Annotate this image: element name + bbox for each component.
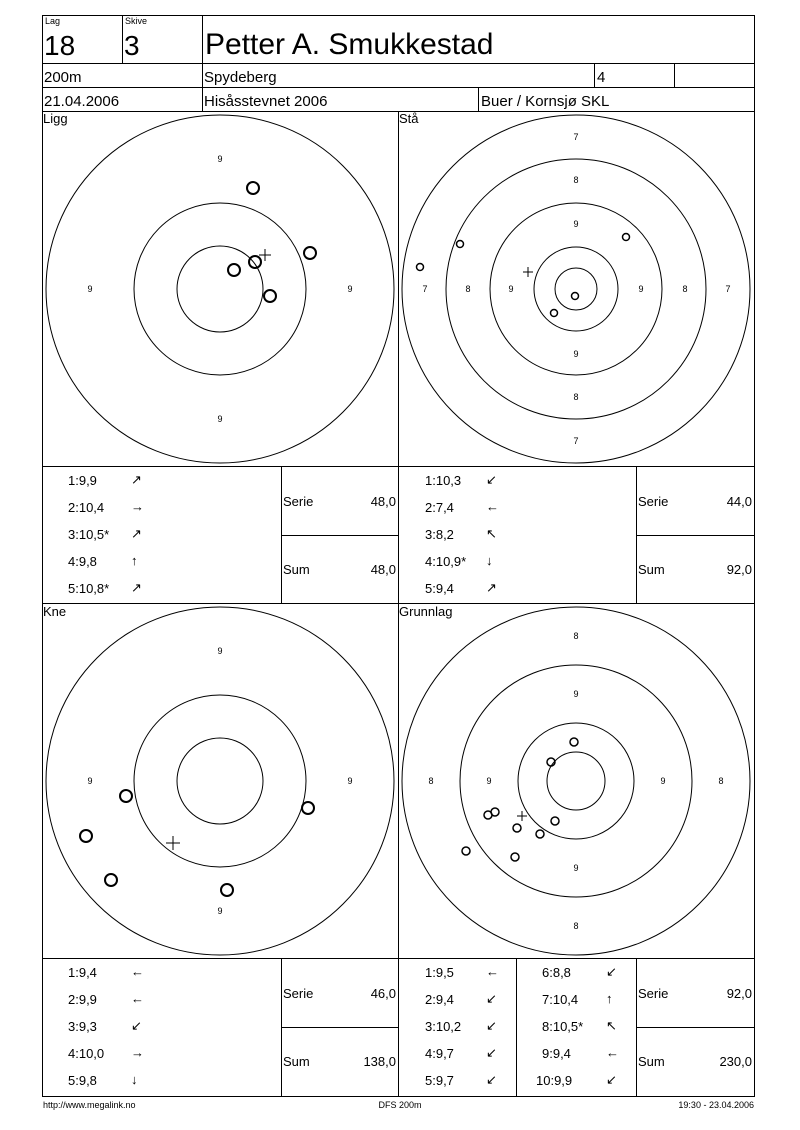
ring-label: 9 — [573, 689, 579, 699]
ring-label: 7 — [422, 284, 428, 294]
skive-value: 3 — [124, 30, 140, 61]
shot-row: 7:10,4 — [542, 992, 579, 1007]
shot-row: 3:10,5* — [68, 527, 110, 542]
shot-row: 1:9,4 — [68, 965, 97, 980]
shot-hole — [491, 808, 499, 816]
shot-row: 5:9,4 — [425, 581, 454, 596]
class-value: 4 — [597, 69, 606, 86]
ring-label: 8 — [573, 631, 579, 641]
direction-arrow-icon: ↙ — [131, 1018, 142, 1033]
serie-label: Serie — [283, 986, 314, 1001]
shot-row: 3:10,2 — [425, 1019, 462, 1034]
lag-value: 18 — [44, 30, 76, 61]
shot-row: 6:8,8 — [542, 965, 571, 980]
direction-arrow-icon: ↙ — [486, 1045, 497, 1060]
ring-label: 8 — [465, 284, 471, 294]
ring-label: 9 — [486, 776, 492, 786]
target-grunnlag — [402, 607, 750, 955]
shot-row: 3:8,2 — [425, 527, 454, 542]
direction-arrow-icon: ← — [131, 964, 144, 979]
ring-label: 9 — [573, 863, 579, 873]
shot-row: 1:9,5 — [425, 965, 454, 980]
ring-label: 8 — [718, 776, 724, 786]
direction-arrow-icon: ← — [486, 499, 499, 514]
ring-label: 9 — [660, 776, 666, 786]
direction-arrow-icon: → — [131, 1045, 144, 1060]
shot-hole — [513, 824, 521, 832]
direction-arrow-icon: ↓ — [486, 553, 493, 568]
ring-label: 9 — [217, 414, 223, 424]
ring-label: 9 — [217, 646, 223, 656]
shot-row: 2:7,4 — [425, 500, 454, 515]
shot-hole — [228, 264, 240, 276]
serie-label: Serie — [283, 494, 314, 509]
ring-label: 8 — [573, 921, 579, 931]
shot-hole — [572, 293, 579, 300]
shot-hole — [247, 182, 259, 194]
shot-hole — [249, 256, 261, 268]
shot-row: 2:9,9 — [68, 992, 97, 1007]
shot-row: 10:9,9 — [536, 1073, 573, 1088]
shot-hole — [551, 310, 558, 317]
sum-value: 230,0 — [719, 1054, 752, 1069]
direction-arrow-icon: ← — [606, 1045, 619, 1060]
ring-label: 9 — [347, 284, 353, 294]
panel-title-kne: Kne — [43, 604, 67, 619]
direction-arrow-icon: ↙ — [486, 1072, 497, 1087]
shot-hole — [457, 241, 464, 248]
shot-hole — [80, 830, 92, 842]
shot-hole — [304, 247, 316, 259]
ring-label: 9 — [573, 219, 579, 229]
sum-label: Sum — [283, 1054, 310, 1069]
target-sta — [402, 115, 750, 463]
footer-url[interactable]: http://www.megalink.no — [43, 1100, 136, 1110]
ring-label: 9 — [87, 776, 93, 786]
direction-arrow-icon: ↙ — [486, 1018, 497, 1033]
ring-label: 7 — [725, 284, 731, 294]
ring-label: 7 — [573, 436, 579, 446]
direction-arrow-icon: ↙ — [606, 964, 617, 979]
shot-hole — [120, 790, 132, 802]
skive-label: Skive — [125, 16, 148, 26]
direction-arrow-icon: ↑ — [131, 553, 138, 568]
target-kne — [46, 607, 394, 955]
ring-label: 8 — [573, 392, 579, 402]
shot-hole — [623, 234, 630, 241]
shot-row: 4:10,9* — [425, 554, 467, 569]
shot-row: 1:10,3 — [425, 473, 462, 488]
sum-value: 48,0 — [370, 562, 396, 577]
shot-row: 4:9,8 — [68, 554, 97, 569]
direction-arrow-icon: ↖ — [606, 1018, 617, 1033]
shot-row: 5:10,8* — [68, 581, 110, 596]
shot-hole — [536, 830, 544, 838]
direction-arrow-icon: ↙ — [486, 991, 497, 1006]
shot-hole — [551, 817, 559, 825]
direction-arrow-icon: ← — [486, 964, 499, 979]
direction-arrow-icon: ↖ — [486, 526, 497, 541]
shot-row: 4:10,0 — [68, 1046, 105, 1061]
serie-value: 44,0 — [726, 494, 752, 509]
shot-row: 8:10,5* — [542, 1019, 584, 1034]
panel-title-grunnlag: Grunnlag — [399, 604, 453, 619]
shot-hole — [221, 884, 233, 896]
ring-label: 9 — [638, 284, 644, 294]
direction-arrow-icon: ↓ — [131, 1072, 138, 1087]
ring-label: 9 — [217, 154, 223, 164]
shot-hole — [511, 853, 519, 861]
direction-arrow-icon: ↗ — [131, 580, 142, 595]
group-center-mark — [166, 836, 180, 850]
shot-hole — [417, 264, 424, 271]
shot-row: 2:10,4 — [68, 500, 105, 515]
sum-value: 138,0 — [363, 1054, 396, 1069]
direction-arrow-icon: ↗ — [131, 472, 142, 487]
ring-label: 9 — [508, 284, 514, 294]
group-center-mark — [523, 267, 533, 277]
ring-label: 8 — [573, 175, 579, 185]
shot-hole — [302, 802, 314, 814]
direction-arrow-icon: ← — [131, 991, 144, 1006]
club-location: Spydeberg — [204, 69, 277, 86]
shooter-name: Petter A. Smukkestad — [205, 28, 494, 61]
direction-arrow-icon: → — [131, 499, 144, 514]
serie-label: Serie — [638, 494, 669, 509]
date: 21.04.2006 — [44, 93, 120, 110]
ring-label: 9 — [347, 776, 353, 786]
ring-label: 9 — [87, 284, 93, 294]
event-name: Hisåsstevnet 2006 — [204, 93, 328, 110]
direction-arrow-icon: ↑ — [606, 991, 613, 1006]
direction-arrow-icon: ↗ — [486, 580, 497, 595]
footer-timestamp: 19:30 - 23.04.2006 — [678, 1100, 754, 1110]
shot-row: 5:9,8 — [68, 1073, 97, 1088]
ring-label: 7 — [573, 132, 579, 142]
sum-label: Sum — [283, 562, 310, 577]
panel-title-sta: Stå — [399, 111, 419, 126]
sum-label: Sum — [638, 562, 665, 577]
shot-hole — [264, 290, 276, 302]
sum-label: Sum — [638, 1054, 665, 1069]
target-ligg — [46, 115, 394, 463]
panel-title-ligg: Ligg — [43, 111, 68, 126]
footer-center: DFS 200m — [378, 1100, 422, 1110]
shot-hole — [570, 738, 578, 746]
serie-value: 46,0 — [370, 986, 396, 1001]
shot-row: 4:9,7 — [425, 1046, 454, 1061]
shot-row: 3:9,3 — [68, 1019, 97, 1034]
serie-value: 48,0 — [370, 494, 396, 509]
shot-hole — [105, 874, 117, 886]
direction-arrow-icon: ↙ — [486, 472, 497, 487]
shot-row: 2:9,4 — [425, 992, 454, 1007]
direction-arrow-icon: ↗ — [131, 526, 142, 541]
direction-arrow-icon: ↙ — [606, 1072, 617, 1087]
distance: 200m — [44, 69, 82, 86]
sum-value: 92,0 — [726, 562, 752, 577]
club-name: Buer / Kornsjø SKL — [481, 93, 610, 110]
shot-row: 9:9,4 — [542, 1046, 571, 1061]
group-center-mark — [517, 811, 527, 821]
shot-row: 5:9,7 — [425, 1073, 454, 1088]
shot-hole — [462, 847, 470, 855]
ring-label: 8 — [682, 284, 688, 294]
lag-label: Lag — [45, 16, 61, 26]
serie-value: 92,0 — [726, 986, 752, 1001]
ring-label: 9 — [217, 906, 223, 916]
serie-label: Serie — [638, 986, 669, 1001]
ring-label: 8 — [428, 776, 434, 786]
shot-row: 1:9,9 — [68, 473, 97, 488]
ring-label: 9 — [573, 349, 579, 359]
